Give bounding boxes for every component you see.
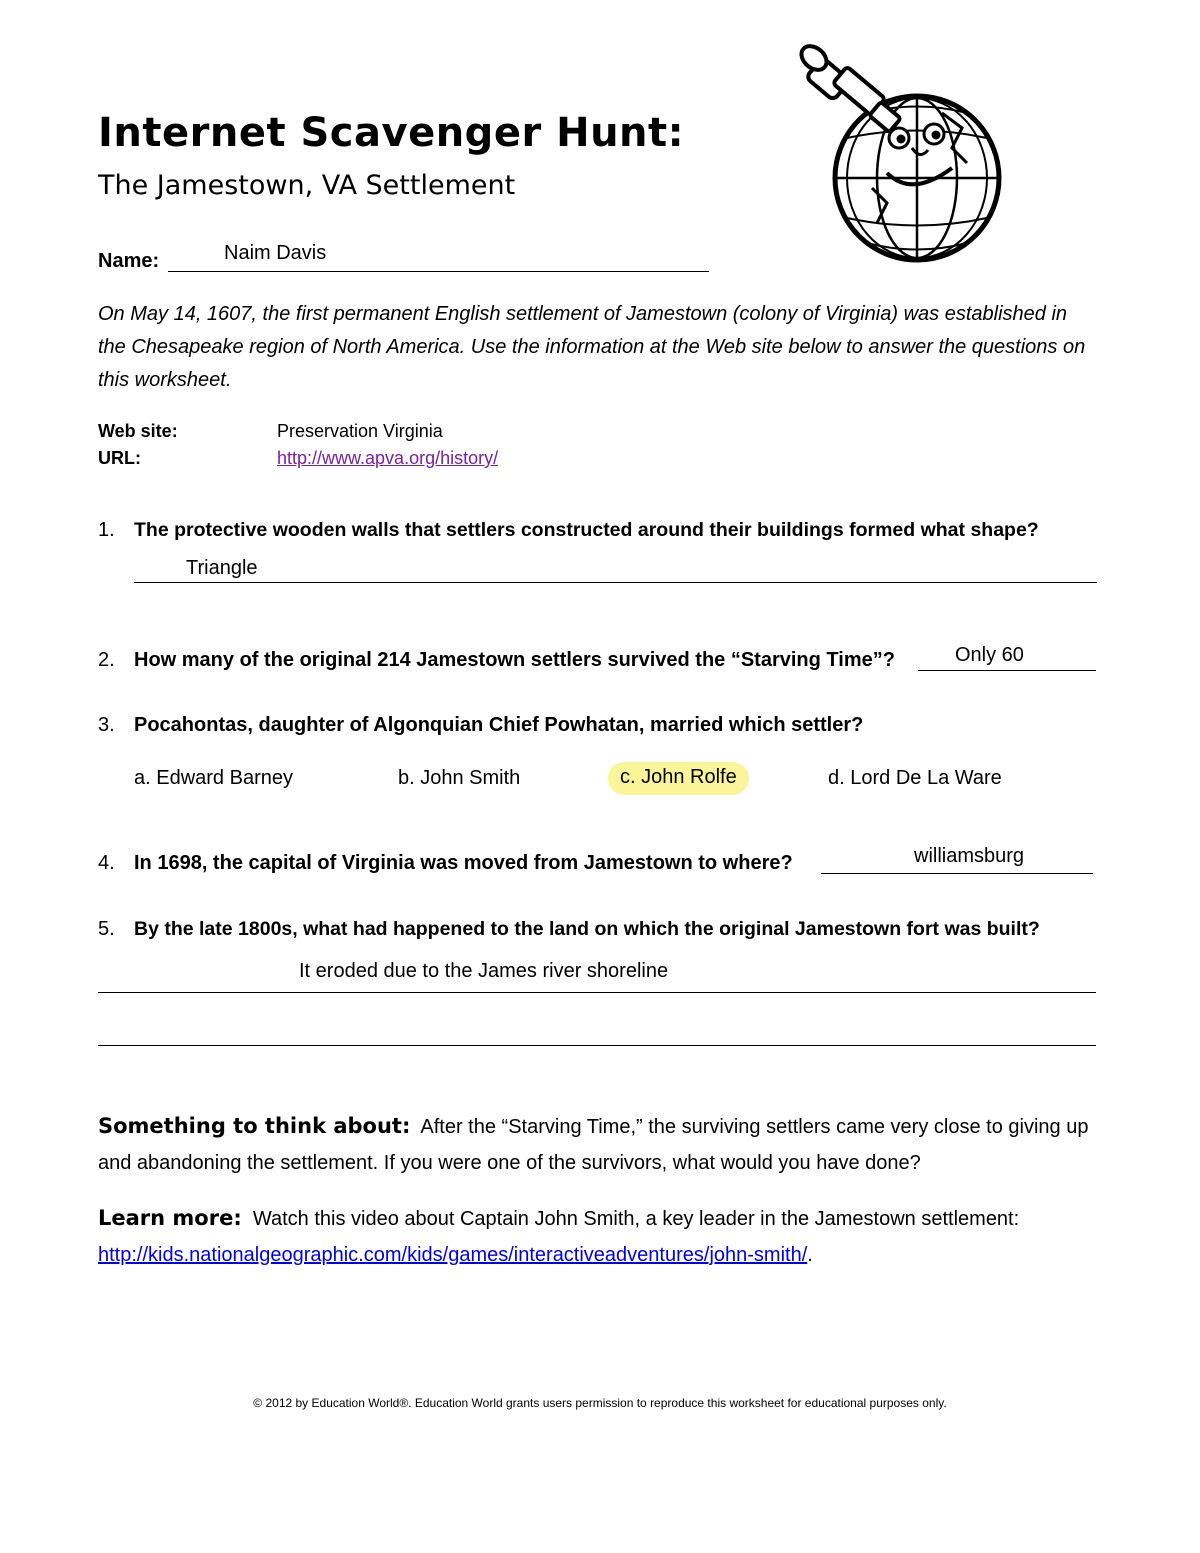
question-3-number: 3. [98,714,115,736]
learn-heading: Learn more: [98,1206,242,1230]
think-text: After the “Starving Time,” the surviving settlers came very close to giving up and abandoning the settlement. If you were one of the survivors, what would you have done? [98,1116,1089,1174]
think-heading: Something to think about: [98,1114,411,1138]
question-2-answer: Only 60 [955,644,1024,666]
question-2-number: 2. [98,649,115,671]
question-5-text: By the late 1800s, what had happened to the land on which the original Jamestown fort was built? [134,918,1040,940]
question-4-number: 4. [98,852,115,874]
learn-section [98,1200,1108,1273]
question-1-answer-line[interactable] [134,582,1097,583]
page-title: Internet Scavenger Hunt: [98,110,685,156]
intro-paragraph: On May 14, 1607, the first permanent English settlement of Jamestown (colony of Virginia) was established in the Chesapeake region of North America. Use the information at the Web site below to answer the questions on this worksheet. [98,303,1086,391]
question-4-answer: williamsburg [914,845,1025,867]
question-1-text: The protective wooden walls that settlers constructed around their buildings formed what shape? [134,519,1039,541]
footer-copyright: © 2012 by Education World®. Education World grants users permission to reproduce this worksheet for educational purposes only. [253,1396,947,1410]
think-section [98,1108,1108,1181]
page-subtitle: The Jamestown, VA Settlement [98,170,516,201]
url-label: URL: [98,448,141,468]
question-4-text: In 1698, the capital of Virginia was moved from Jamestown to where? [134,852,793,874]
learn-link-period: . [807,1244,813,1266]
website-value: Preservation Virginia [277,421,443,441]
question-1-number: 1. [98,519,115,541]
name-value: Naim Davis [224,242,327,264]
name-label: Name: [98,250,160,272]
globe-with-telescope-icon [792,38,1017,263]
question-5-answer-line-1[interactable] [98,992,1096,993]
question-3-text: Pocahontas, daughter of Algonquian Chief Powhatan, married which settler? [134,714,864,736]
learn-text: Watch this video about Captain John Smith, a key leader in the Jamestown settlement: [252,1208,1020,1230]
question-4-answer-line[interactable] [821,873,1093,874]
question-2-text: How many of the original 214 Jamestown settlers survived the “Starving Time”? [134,649,895,671]
choice-c-highlighted[interactable]: c. John Rolfe [608,762,749,795]
choice-a[interactable]: a. Edward Barney [134,767,293,789]
question-2-answer-line[interactable] [918,670,1096,671]
choice-d[interactable]: d. Lord De La Ware [828,767,1002,789]
question-1-answer: Triangle [186,557,258,579]
website-label: Web site: [98,421,178,441]
name-field[interactable] [168,271,709,272]
choice-b[interactable]: b. John Smith [398,767,521,789]
question-5-answer: It eroded due to the James river shoreline [299,960,669,982]
question-5-number: 5. [98,918,115,940]
url-link[interactable]: http://www.apva.org/history/ [277,448,499,468]
question-5-answer-line-2[interactable] [98,1045,1096,1046]
learn-link[interactable]: http://kids.nationalgeographic.com/kids/games/interactiveadventures/john-smith/ [98,1244,808,1266]
